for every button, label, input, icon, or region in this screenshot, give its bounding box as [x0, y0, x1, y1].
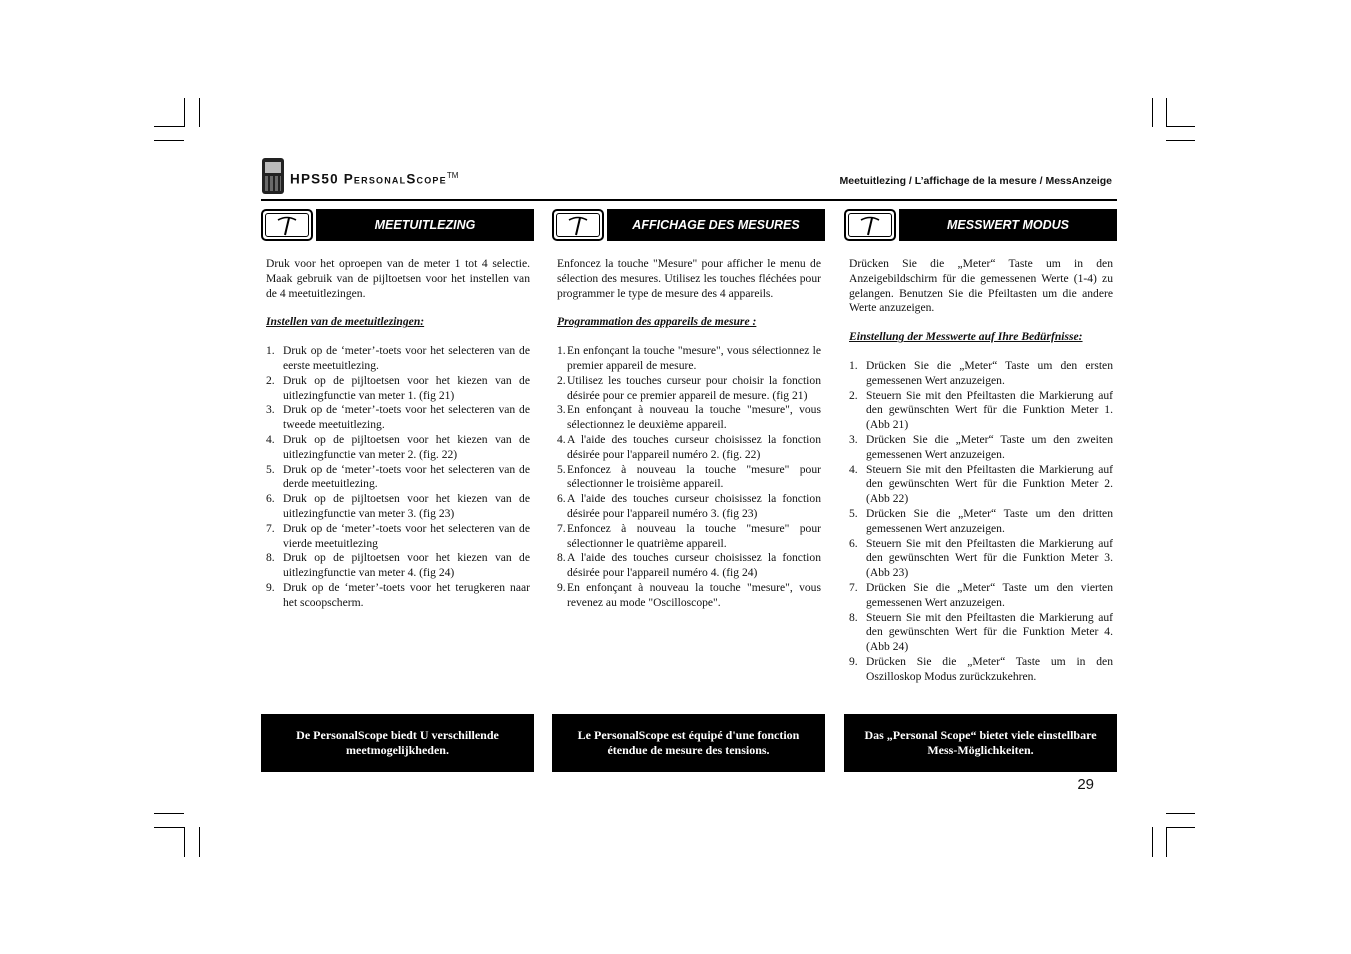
crop-mark	[154, 126, 184, 127]
list-item	[849, 581, 1113, 611]
crop-mark	[184, 827, 185, 857]
crop-mark	[184, 98, 185, 127]
step-number: 5.	[266, 462, 275, 476]
list-item	[557, 403, 821, 433]
list-item	[849, 611, 1113, 655]
column-title: AFFICHAGE DES MESURES	[607, 209, 825, 241]
step-number: 3.	[266, 403, 275, 417]
crop-mark	[154, 140, 184, 141]
step-text: Steuern Sie mit den Pfeiltasten die Markierung auf den gewünschten Wert für die Funktion Meter 4. (Abb 24)	[866, 610, 1113, 654]
trademark-mark: TM	[446, 170, 459, 180]
step-text: Druk op de ‘meter’-toets voor het selecteren van de tweede meetuitlezing.	[283, 403, 530, 432]
column-header	[552, 209, 825, 241]
column-title: MEETUITLEZING	[316, 209, 534, 241]
step-text: Drücken Sie die „Meter“ Taste um in den Oszilloskop Modus zurückzukehren.	[866, 654, 1113, 683]
step-number: 6.	[266, 492, 275, 506]
step-text: Steuern Sie mit den Pfeiltasten die Markierung auf den gewünschten Wert für die Funktion Meter 2. (Abb 22)	[866, 462, 1113, 506]
step-number: 6.	[557, 492, 566, 506]
list-item	[557, 581, 821, 611]
list-item	[849, 359, 1113, 389]
step-number: 3.	[557, 403, 566, 417]
list-item	[849, 463, 1113, 507]
step-text: Drücken Sie die „Meter“ Taste um den vierten gemessenen Wert anzuzeigen.	[866, 580, 1113, 609]
column-title: MESSWERT MODUS	[899, 209, 1117, 241]
column-header	[844, 209, 1117, 241]
step-text: Druk op de ‘meter’-toets voor het selecteren van de vierde meetuitlezing	[283, 521, 530, 550]
list-item	[849, 537, 1113, 581]
step-text: Druk op de ‘meter’-toets voor het selecteren van de eerste meetuitlezing.	[283, 344, 530, 372]
step-number: 7.	[849, 580, 858, 594]
step-text: Druk op de ‘meter’-toets voor het terugkeren naar het scoopscherm.	[283, 580, 530, 609]
step-text: A l'aide des touches curseur choisissez la fonction désirée pour l'appareil numéro 3. (fig 23)	[567, 492, 821, 520]
column-header	[261, 209, 534, 241]
header-divider	[261, 199, 1117, 201]
meter-needle-icon	[844, 209, 896, 241]
footer-note-de: Das „Personal Scope“ bietet viele einstellbare Mess-Möglichkeiten.	[844, 714, 1117, 772]
steps-list	[557, 344, 821, 610]
footer-note-fr: Le PersonalScope est équipé d'une fonction étendue de mesure des tensions.	[552, 714, 825, 772]
crop-mark	[1166, 98, 1167, 127]
step-number: 1.	[849, 358, 858, 372]
step-text: A l'aide des touches curseur choisissez la fonction désirée pour l'appareil numéro 2. (fig. 22)	[567, 432, 821, 461]
page-number: 29	[1077, 776, 1094, 793]
step-text: Steuern Sie mit den Pfeiltasten die Markierung auf den gewünschten Wert für die Funktion Meter 1. (Abb 21)	[866, 388, 1113, 432]
step-number: 8.	[557, 551, 566, 565]
step-text: Utilisez les touches curseur pour choisir la fonction désirée pour ce premier appareil de mesure. (fig 21)	[567, 373, 821, 402]
steps-list	[266, 344, 530, 610]
step-text: En enfonçant la touche "mesure", vous sélectionnez le premier appareil de mesure.	[567, 344, 821, 372]
step-number: 4.	[266, 432, 275, 446]
step-number: 2.	[849, 388, 858, 402]
step-text: En enfonçant à nouveau la touche "mesure", vous sélectionnez le deuxième appareil.	[567, 403, 821, 432]
step-text: Enfoncez à nouveau la touche "mesure" pour sélectionner le troisième appareil.	[567, 462, 821, 491]
step-number: 4.	[849, 462, 858, 476]
list-item	[557, 344, 821, 374]
step-number: 1.	[557, 344, 566, 358]
step-text: Drücken Sie die „Meter“ Taste um den dritten gemessenen Wert anzuzeigen.	[866, 506, 1113, 535]
meter-needle-icon	[552, 209, 604, 241]
footer-note-nl: De PersonalScope biedt U verschillende meetmogelijkheden.	[261, 714, 534, 772]
list-item	[266, 344, 530, 374]
crop-mark	[199, 827, 200, 857]
step-number: 8.	[266, 551, 275, 565]
brand-title: HPS50 PersonalScope™	[290, 170, 459, 187]
list-item	[266, 403, 530, 433]
list-item	[557, 433, 821, 463]
step-number: 9.	[266, 580, 275, 594]
step-text: Druk op de ‘meter’-toets voor het selecteren van de derde meetuitlezing.	[283, 462, 530, 491]
step-number: 9.	[849, 654, 858, 668]
list-item	[849, 433, 1113, 463]
step-number: 7.	[266, 521, 275, 535]
crop-mark	[154, 813, 184, 814]
meter-needle-icon	[261, 209, 313, 241]
list-item	[557, 522, 821, 552]
list-item	[557, 492, 821, 522]
list-item	[266, 581, 530, 611]
crop-mark	[1152, 827, 1153, 857]
list-item	[557, 551, 821, 581]
instructions-subheading: Programmation des appareils de mesure :	[557, 315, 757, 329]
step-number: 2.	[266, 373, 275, 387]
crop-mark	[1166, 140, 1195, 141]
step-text: Steuern Sie mit den Pfeiltasten die Markierung auf den gewünschten Wert für die Funktion Meter 3. (Abb 23)	[866, 536, 1113, 580]
instructions-subheading: Einstellung der Messwerte auf Ihre Bedürfnisse:	[849, 330, 1083, 344]
list-item	[266, 433, 530, 463]
step-text: Enfoncez à nouveau la touche "mesure" pour sélectionner le quatrième appareil.	[567, 521, 821, 550]
list-item	[266, 492, 530, 522]
crop-mark	[199, 98, 200, 127]
intro-paragraph: Drücken Sie die „Meter“ Taste um in den Anzeigebildschirm für die gemessenen Werte (1-4) zu gelangen. Benutzen Sie die Pfeiltasten um die andere Werte anzuzeigen.	[849, 257, 1113, 315]
list-item	[266, 463, 530, 493]
steps-list	[849, 359, 1113, 685]
step-number: 5.	[849, 506, 858, 520]
step-text: Druk op de pijltoetsen voor het kiezen van de uitlezingfunctie van meter 4. (fig 24)	[283, 551, 530, 580]
step-text: Drücken Sie die „Meter“ Taste um den ersten gemessenen Wert anzuzeigen.	[866, 358, 1113, 387]
step-text: Druk op de pijltoetsen voor het kiezen van de uitlezingfunctie van meter 1. (fig 21)	[283, 373, 530, 402]
crop-mark	[1166, 813, 1195, 814]
step-text: A l'aide des touches curseur choisissez la fonction désirée pour l'appareil numéro 4. (fig 24)	[567, 551, 821, 580]
scope-device-icon	[262, 158, 284, 194]
step-number: 1.	[266, 344, 275, 358]
step-text: Druk op de pijltoetsen voor het kiezen van de uitlezingfunctie van meter 2. (fig. 22)	[283, 432, 530, 461]
dutch-column	[261, 209, 534, 611]
german-column	[844, 209, 1117, 685]
list-item	[849, 655, 1113, 685]
step-text: Druk op de pijltoetsen voor het kiezen van de uitlezingfunctie van meter 3. (fig 23)	[283, 492, 530, 520]
brand-header	[262, 157, 458, 194]
instructions-subheading: Instellen van de meetuitlezingen:	[266, 315, 425, 329]
list-item	[849, 389, 1113, 433]
step-number: 8.	[849, 610, 858, 624]
intro-paragraph: Enfoncez la touche "Mesure" pour afficher le menu de sélection des mesures. Utilisez les touches fléchées pour programmer le type de mesure des 4 appareils.	[557, 257, 821, 300]
step-text: En enfonçant à nouveau la touche "mesure", vous revenez au mode "Oscilloscope".	[567, 580, 821, 609]
list-item	[266, 522, 530, 552]
section-title: Meetuitlezing / L’affichage de la mesure / MessAnzeige	[839, 175, 1112, 187]
list-item	[849, 507, 1113, 537]
crop-mark	[1152, 98, 1153, 127]
crop-mark	[1166, 827, 1167, 857]
step-number: 6.	[849, 536, 858, 550]
step-number: 5.	[557, 462, 566, 476]
step-number: 4.	[557, 432, 566, 446]
step-number: 3.	[849, 432, 858, 446]
step-number: 9.	[557, 580, 566, 594]
crop-mark	[1166, 827, 1195, 828]
crop-mark	[1166, 126, 1195, 127]
crop-mark	[154, 827, 184, 828]
french-column	[552, 209, 825, 611]
step-number: 7.	[557, 521, 566, 535]
step-text: Drücken Sie die „Meter“ Taste um den zweiten gemessenen Wert anzuzeigen.	[866, 432, 1113, 461]
list-item	[266, 551, 530, 581]
list-item	[557, 463, 821, 493]
intro-paragraph: Druk voor het oproepen van de meter 1 tot 4 selectie. Maak gebruik van de pijltoetsen voor het instellen van de 4 meetuitlezingen.	[266, 257, 530, 300]
list-item	[557, 374, 821, 404]
step-number: 2.	[557, 373, 566, 387]
list-item	[266, 374, 530, 404]
